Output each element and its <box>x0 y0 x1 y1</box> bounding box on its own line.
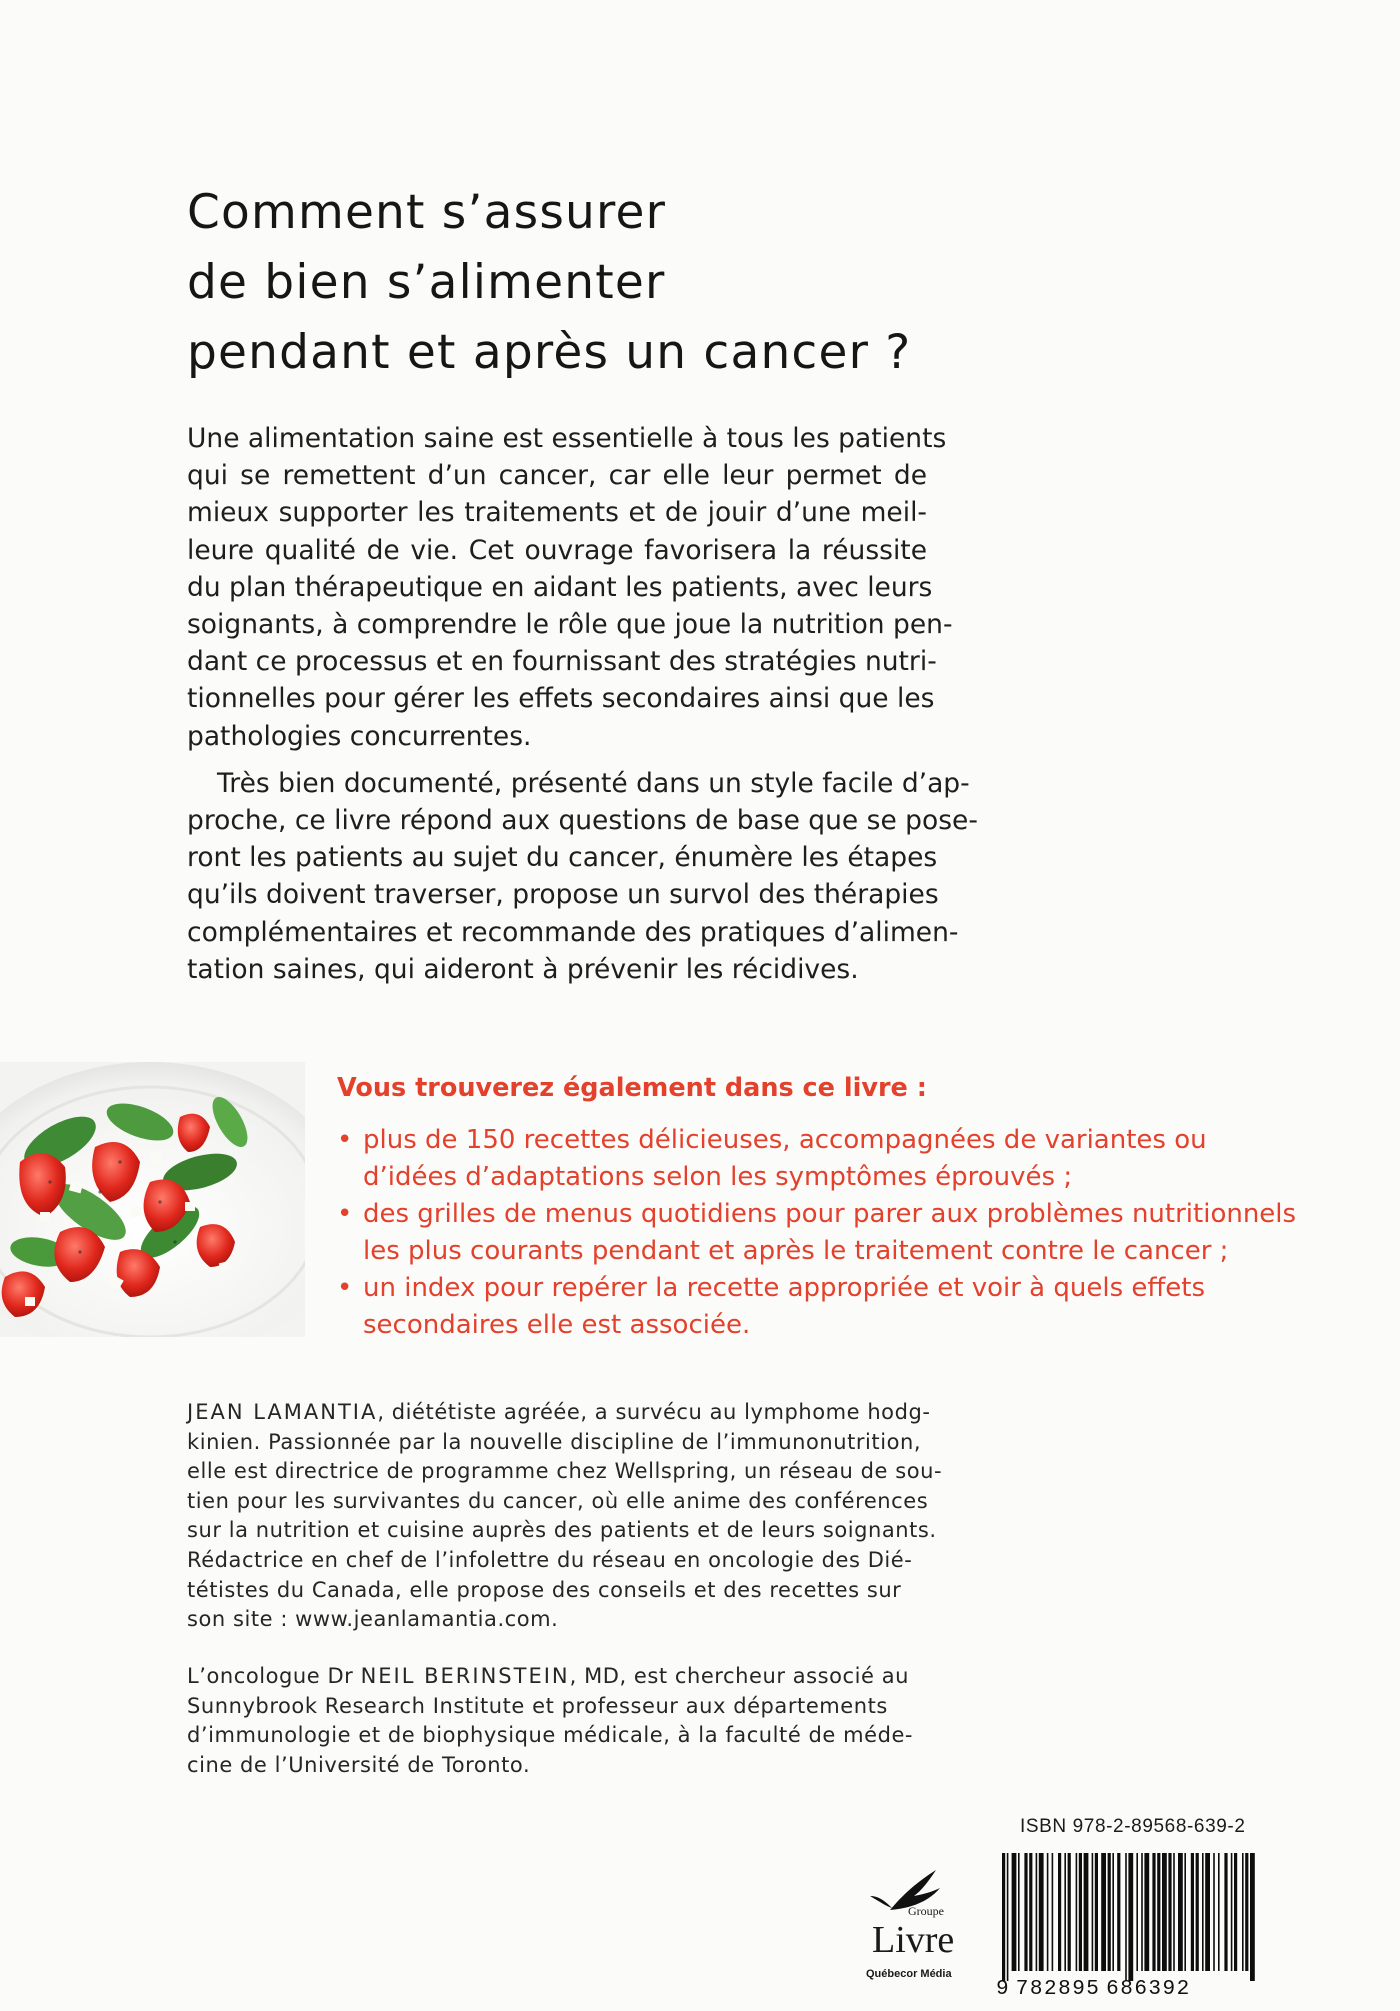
bio-line: kinien. Passionnée par la nouvelle discipline de l’immunonutrition, <box>187 1429 922 1454</box>
intro-line: qu’ils doivent traverser, propose un survol des thérapies <box>187 879 939 911</box>
barcode-bar <box>1242 1853 1244 1971</box>
barcode-bar <box>1036 1853 1038 1971</box>
barcode-bar <box>1136 1853 1138 1971</box>
barcode-bar <box>1168 1853 1171 1971</box>
extras-section <box>337 1068 1297 1344</box>
title-line-3: pendant et après un cancer ? <box>187 325 912 380</box>
barcode-bar <box>1079 1853 1082 1971</box>
barcode-bar <box>1157 1853 1160 1971</box>
barcode-bar <box>1024 1853 1027 1971</box>
barcode-bar <box>1064 1853 1066 1971</box>
barcode-bar <box>1007 1853 1009 1981</box>
bio-line: Sunnybrook Research Institute et professeur aux départements <box>187 1693 888 1718</box>
intro-line: ront les patients au sujet du cancer, énumère les étapes <box>187 842 938 874</box>
barcode-bar <box>1095 1853 1098 1971</box>
barcode-bar <box>1039 1853 1044 1971</box>
barcode-bar <box>1162 1853 1167 1971</box>
cover-title <box>187 178 1187 388</box>
barcode-bar <box>1234 1853 1237 1971</box>
publisher-livre: Livre <box>872 1919 955 1961</box>
barcode-bar <box>1152 1853 1155 1971</box>
barcode-bar <box>1108 1853 1111 1971</box>
author-name: NEIL BERINSTEIN <box>360 1664 570 1688</box>
bullet-icon: • <box>337 1273 353 1303</box>
barcode-bar <box>1125 1853 1127 1981</box>
barcode-bar <box>1117 1853 1120 1971</box>
barcode-bar <box>1084 1853 1089 1971</box>
barcode-bar <box>1231 1853 1233 1971</box>
bio-line: Rédactrice en chef de l’infolettre du réseau en oncologie des Dié- <box>187 1547 913 1572</box>
bio-line: tétistes du Canada, elle propose des conseils et des recettes sur <box>187 1577 902 1602</box>
title-line-1: Comment s’assurer <box>187 185 667 240</box>
extras-list <box>337 1122 1297 1344</box>
barcode-bar <box>1112 1853 1114 1971</box>
barcode-bar <box>1144 1853 1149 1971</box>
intro-line: du plan thérapeutique en aidant les patients, avec leurs <box>187 571 933 603</box>
list-item-line: d’idées d’adaptations selon les symptômes éprouvés ; <box>363 1162 1073 1192</box>
intro-line: Très bien documenté, présenté dans un style facile d’ap- <box>217 767 970 799</box>
barcode-bar <box>1058 1853 1061 1971</box>
intro-line: tation saines, qui aideront à prévenir les récidives. <box>187 953 859 985</box>
intro-line: mieux supporter les traitements et de jouir d’une meil- <box>187 497 927 529</box>
intro-line: Une alimentation saine est essentielle à tous les patients <box>187 423 947 454</box>
bullet-icon: • <box>337 1125 353 1155</box>
author-name: JEAN LAMANTIA <box>187 1400 378 1424</box>
bio-text: , diététiste agréée, a survécu au lymphome hodg- <box>377 1400 931 1424</box>
barcode-bar <box>1196 1853 1199 1971</box>
barcode-bar <box>1191 1853 1194 1971</box>
bio-line <box>187 1662 927 1692</box>
list-item-line: plus de 150 recettes délicieuses, accompagnées de variantes ou <box>363 1125 1207 1155</box>
intro-line: leure qualité de vie. Cet ouvrage favorisera la réussite <box>187 534 927 566</box>
publisher-media: Québecor Média <box>866 1968 952 1980</box>
title-line-2: de bien s’alimenter <box>187 255 666 310</box>
bio-line: son site : www.jeanlamantia.com. <box>187 1607 559 1632</box>
barcode-bar <box>1012 1853 1017 1971</box>
barcode-bar <box>1029 1853 1032 1971</box>
intro-line: dant ce processus et en fournissant des stratégies nutri- <box>187 646 937 678</box>
bio-line <box>187 1398 931 1428</box>
list-item <box>337 1196 1297 1270</box>
barcode-bar <box>1173 1853 1175 1971</box>
intro-line: proche, ce livre répond aux questions de base que se pose- <box>187 805 978 837</box>
intro-text <box>187 420 978 988</box>
barcode-bar <box>1184 1853 1186 1971</box>
barcode-bar <box>1068 1853 1071 1971</box>
barcode-bar <box>1092 1853 1094 1971</box>
bio-text: , MD, est chercheur associé au <box>569 1664 909 1688</box>
barcode-bar <box>1178 1853 1183 1971</box>
bio-line: d’immunologie et de biophysique médicale, à la faculté de méde- <box>187 1723 914 1748</box>
intro-paragraph-2 <box>187 765 978 988</box>
list-item-line: un index pour repérer la recette appropriée et voir à quels effets <box>363 1273 1206 1303</box>
barcode-bar <box>1205 1853 1210 1971</box>
barcode-bar <box>1218 1853 1220 1971</box>
barcode-bar <box>1076 1853 1078 1971</box>
intro-paragraph-1 <box>187 420 953 755</box>
barcode-bar <box>1141 1853 1143 1971</box>
intro-line: pathologies concurrentes. <box>187 720 532 752</box>
salad-photo <box>0 1062 305 1337</box>
barcode-bar <box>1101 1853 1106 1971</box>
intro-line: complémentaires et recommande des pratiques d’alimen- <box>187 916 959 948</box>
extras-heading: Vous trouverez également dans ce livre : <box>337 1073 927 1103</box>
bio-text: L’oncologue Dr <box>187 1664 361 1688</box>
list-item-line: secondaires elle est associée. <box>363 1310 751 1340</box>
author-bio-lamantia <box>187 1398 943 1635</box>
list-item-line: les plus courants pendant et après le traitement contre le cancer ; <box>363 1236 1229 1266</box>
bio-line: elle est directrice de programme chez Wellspring, un réseau de sou- <box>187 1459 943 1484</box>
barcode-bar <box>1047 1853 1049 1971</box>
author-bio-berinstein <box>187 1662 927 1780</box>
barcode-bar <box>1052 1853 1054 1971</box>
list-item <box>337 1122 1277 1196</box>
list-item-line: des grilles de menus quotidiens pour parer aux problèmes nutritionnels <box>363 1199 1297 1229</box>
intro-line: soignants, à comprendre le rôle que joue la nutrition pen- <box>187 609 953 641</box>
barcode-bar <box>1224 1853 1227 1971</box>
bio-line: sur la nutrition et cuisine auprès des patients et de leurs soignants. <box>187 1518 937 1543</box>
barcode-bar <box>1202 1853 1204 1971</box>
bio-line: tien pour les survivantes du cancer, où elle anime des conférences <box>187 1488 929 1513</box>
bio-line: cine de l’Université de Toronto. <box>187 1752 531 1777</box>
publisher-logo <box>862 1866 962 1986</box>
isbn-number: ISBN 978-2-89568-639-2 <box>1020 1816 1246 1837</box>
barcode-digits: 9 782895 686392 <box>996 1978 1191 2001</box>
publisher-groupe: Groupe <box>908 1904 944 1918</box>
barcode-bar <box>1128 1853 1133 1981</box>
intro-line: qui se remettent d’un cancer, car elle leur permet de <box>187 460 927 492</box>
barcode-bar <box>1018 1853 1020 1971</box>
barcode-bar <box>1213 1853 1215 1971</box>
barcode-bar <box>1002 1853 1005 1981</box>
bullet-icon: • <box>337 1199 353 1229</box>
intro-line: tionnelles pour gérer les effets secondaires ainsi que les <box>187 683 935 715</box>
barcode-bar <box>1245 1853 1248 1971</box>
list-item <box>337 1270 1277 1344</box>
barcode <box>998 1853 1260 1983</box>
barcode-bar <box>1250 1853 1255 1981</box>
